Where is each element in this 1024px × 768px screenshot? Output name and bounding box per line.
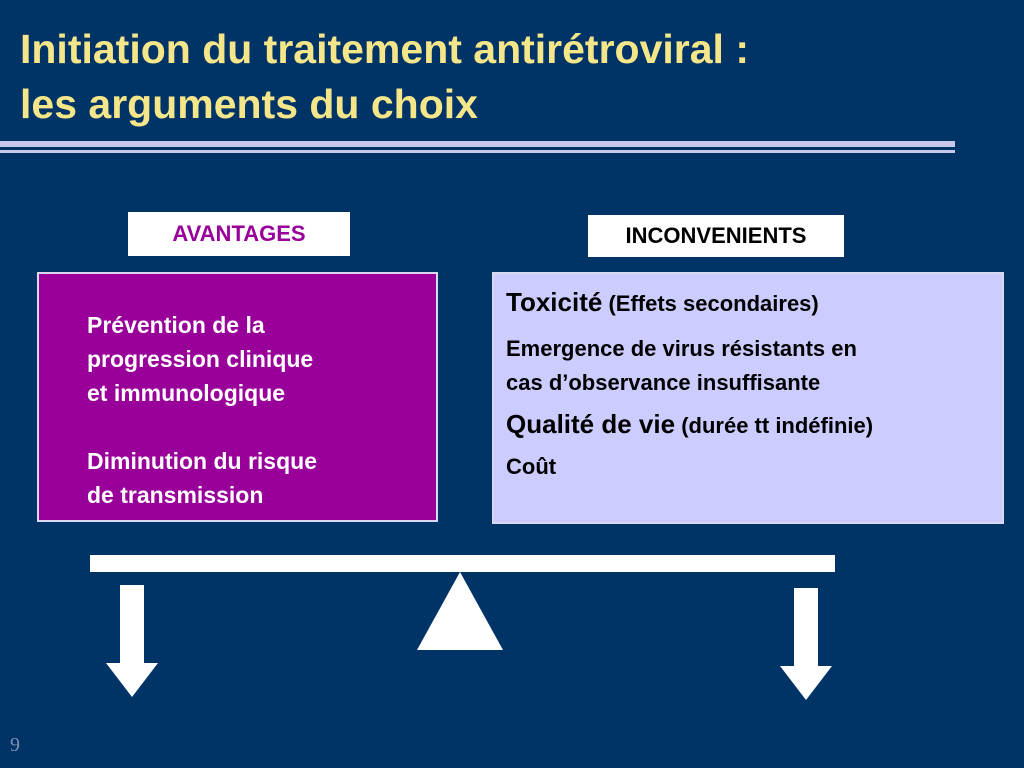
title-rule-thin bbox=[0, 150, 955, 153]
arrow-down-icon bbox=[780, 588, 832, 700]
advantage-item-transmission bbox=[87, 444, 427, 512]
inconvenient-quality bbox=[506, 406, 996, 444]
arrow-down-icon bbox=[106, 585, 158, 697]
title-rule-thick bbox=[0, 141, 955, 147]
title-line-1: Initiation du traitement antirétroviral : bbox=[20, 26, 749, 72]
advantage-line: Prévention de la bbox=[87, 312, 265, 338]
quality-main: Qualité de vie bbox=[506, 409, 676, 439]
inconvenients-label: INCONVENIENTS bbox=[588, 215, 844, 257]
advantage-line: progression clinique bbox=[87, 346, 314, 372]
emergence-line-2: cas d’observance insuffisante bbox=[506, 370, 821, 395]
slide-title bbox=[20, 22, 980, 132]
advantage-line: Diminution du risque bbox=[87, 448, 317, 474]
triangle-pivot-icon bbox=[417, 572, 503, 650]
advantage-item-prevention bbox=[87, 308, 427, 410]
inconvenient-emergence bbox=[506, 332, 996, 400]
page-number: 9 bbox=[10, 734, 20, 756]
advantages-text bbox=[87, 308, 427, 546]
quality-note: (durée tt indéfinie) bbox=[681, 413, 874, 438]
inconvenient-toxicity bbox=[506, 284, 996, 322]
title-line-2: les arguments du choix bbox=[20, 81, 478, 127]
toxicity-main: Toxicité bbox=[506, 287, 603, 317]
advantages-box bbox=[37, 272, 438, 522]
balance-beam bbox=[90, 555, 835, 572]
inconvenient-cost: Coût bbox=[506, 454, 557, 479]
toxicity-note: (Effets secondaires) bbox=[608, 291, 819, 316]
inconvenients-box bbox=[492, 272, 1004, 524]
advantage-line: et immunologique bbox=[87, 380, 286, 406]
emergence-line-1: Emergence de virus résistants en bbox=[506, 336, 857, 361]
inconvenients-text bbox=[506, 284, 996, 482]
advantages-label: AVANTAGES bbox=[128, 212, 350, 256]
advantage-line: de transmission bbox=[87, 482, 264, 508]
